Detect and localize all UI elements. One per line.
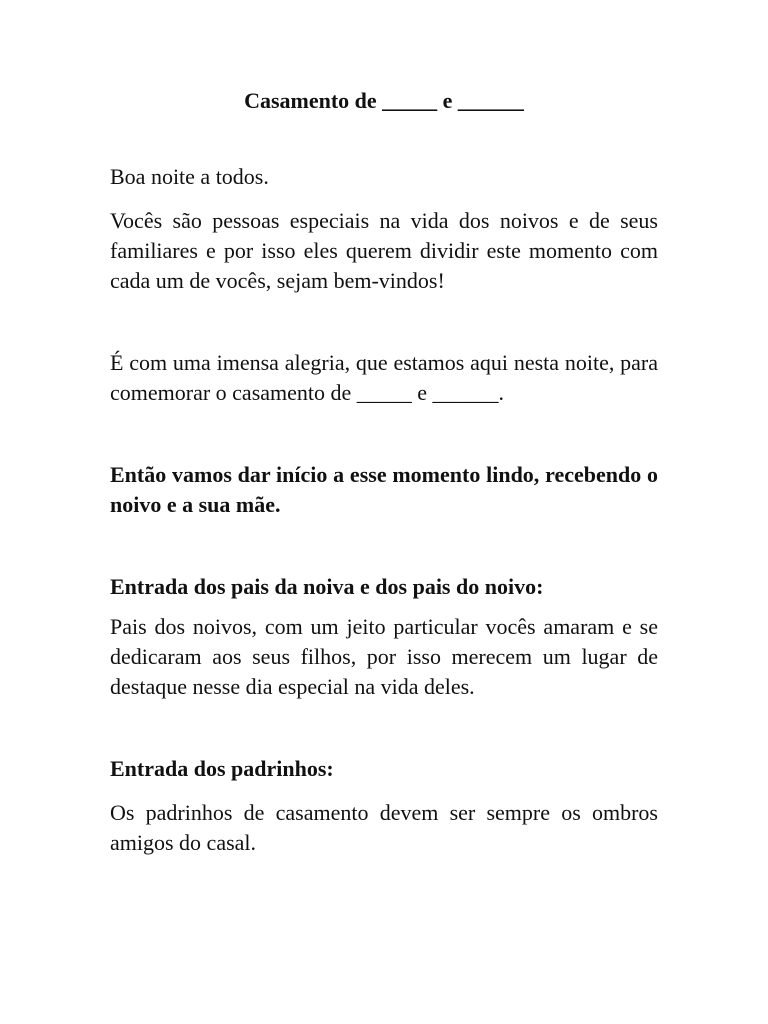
greeting-paragraph: Boa noite a todos. xyxy=(110,164,269,189)
godparents-entrance-heading: Entrada dos padrinhos: xyxy=(110,756,334,781)
document-page xyxy=(110,82,658,858)
welcome-paragraph: Vocês são pessoas especiais na vida dos noivos e de seus familiares e por isso eles querem dividir este momento com cada um de vocês, sejam bem-vindos! xyxy=(110,208,658,293)
document-title: Casamento de _____ e ______ xyxy=(244,88,524,113)
parents-entrance-text: Pais dos noivos, com um jeito particular vocês amaram e se dedicaram aos seus filhos, por isso merecem um lugar de destaque nesse dia especial na vida deles. xyxy=(110,614,658,699)
godparents-entrance-text: Os padrinhos de casamento devem ser sempre os ombros amigos do casal. xyxy=(110,800,658,855)
celebration-paragraph: É com uma imensa alegria, que estamos aqui nesta noite, para comemorar o casamento de _____ e ______. xyxy=(110,350,658,405)
start-paragraph: Então vamos dar início a esse momento lindo, recebendo o noivo e a sua mãe. xyxy=(110,462,658,517)
parents-entrance-heading: Entrada dos pais da noiva e dos pais do noivo: xyxy=(110,574,544,599)
